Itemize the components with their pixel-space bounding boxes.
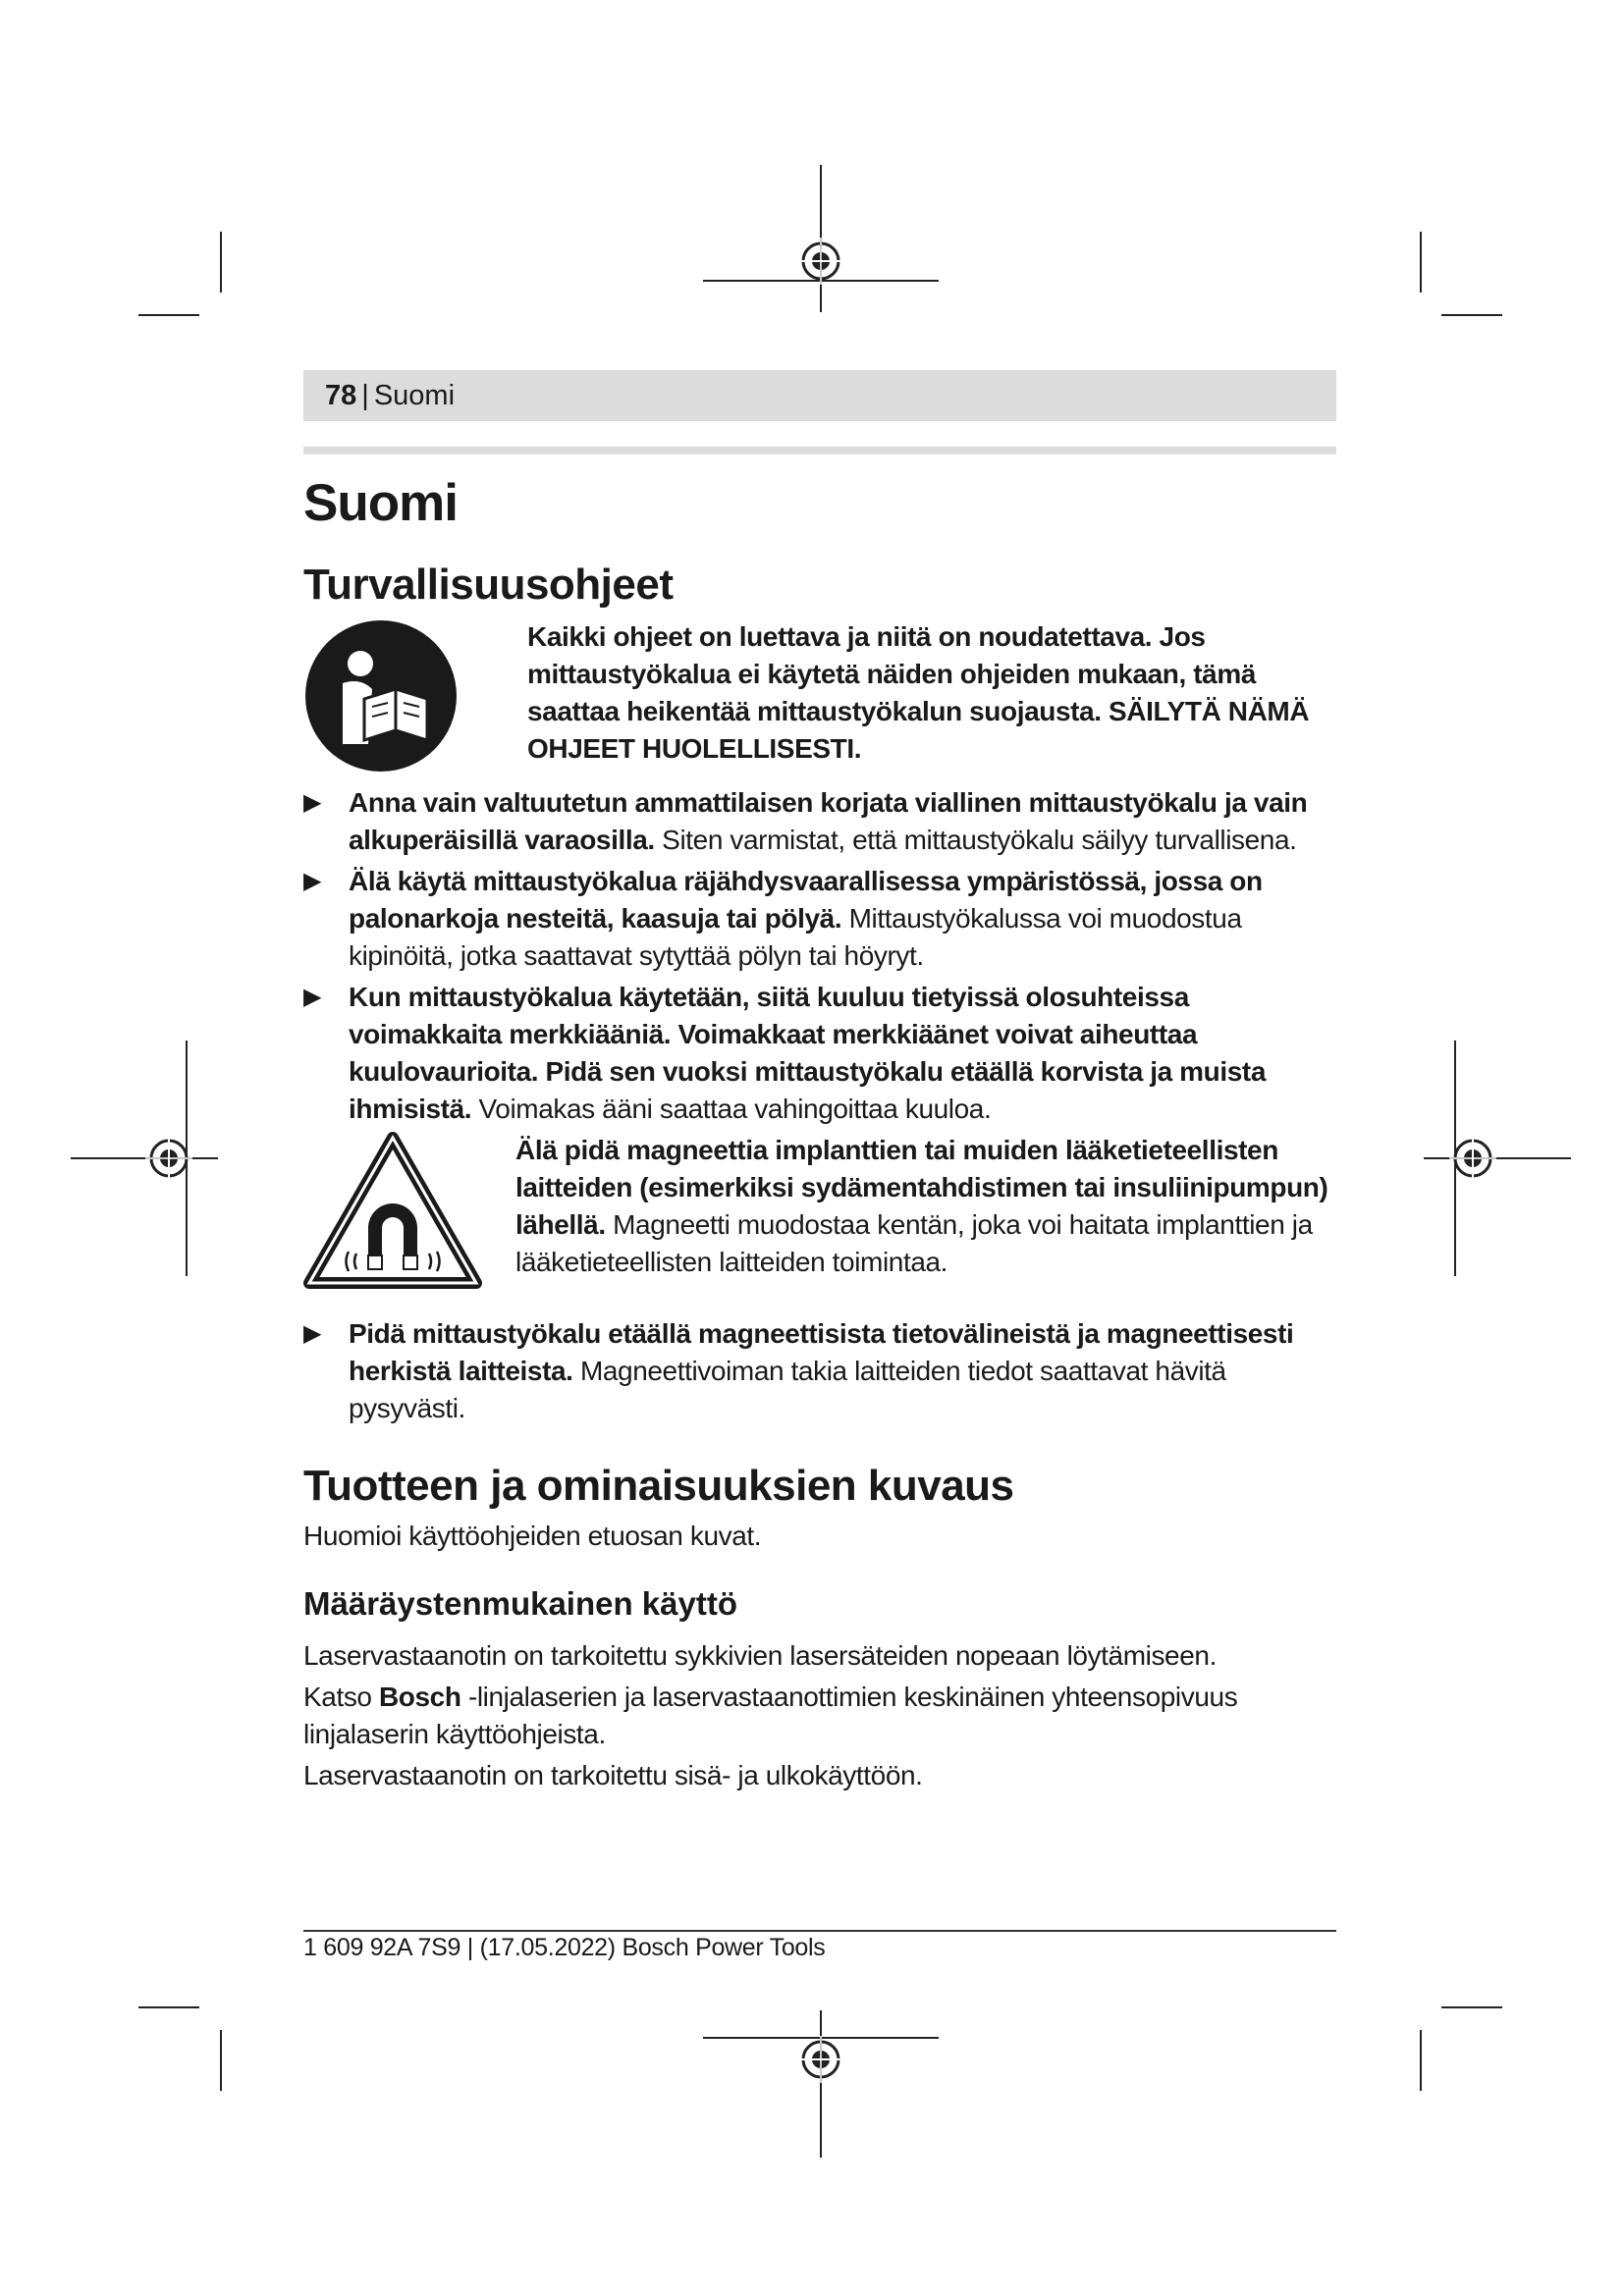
product-note: Huomioi käyttöohjeiden etuosan kuvat. bbox=[303, 1521, 762, 1551]
crop-mark bbox=[220, 232, 222, 293]
triangle-right-icon: ▶ bbox=[303, 868, 322, 894]
list-item bbox=[303, 784, 1336, 859]
registration-mark-top bbox=[703, 165, 939, 312]
intended-use-p2 bbox=[303, 1679, 1336, 1753]
footer-rule bbox=[303, 1930, 1336, 1932]
bullet-bold-text: Kun mittaustyökalua käytetään, siitä kuuluu tietyissä olosuhteissa voimakkaita merkkiääniä. Voimakkaat merkkiäänet voivat aiheuttaa kuulovaurioita. Pidä sen vuoksi mittaustyökalu etäällä korvista ja muista ihmisistä. bbox=[349, 982, 1267, 1124]
intended-use-p3: Laservastaanotin on tarkoitettu sisä- ja ulkokäyttöön. bbox=[303, 1760, 923, 1790]
triangle-right-icon: ▶ bbox=[303, 789, 322, 816]
intended-use-p1: Laservastaanotin on tarkoitettu sykkivien lasersäteiden nopeaan löytämiseen. bbox=[303, 1640, 1217, 1671]
intended-use-p2-prefix: Katso bbox=[303, 1682, 379, 1712]
intended-use-p2-suffix: -linjalaserien ja laservastaanottimien keskinäinen yhteensopivuus linjalaserin käyttöohjeista. bbox=[303, 1682, 1238, 1749]
crop-mark bbox=[138, 2006, 199, 2008]
safety-intro-text: Kaikki ohjeet on luettava ja niitä on noudatettava. Jos mittaustyökalua ei käytetä näiden ohjeiden mukaan, tämä saattaa heikentää mittaustyökalun suojausta. SÄILYTÄ NÄMÄ OHJEET HUOLELLISESTI. bbox=[527, 621, 1310, 764]
bullet-bold-text: Älä käytä mittaustyökalua räjähdysvaarallisessa ympäristössä, jossa on palonarkoja nesteitä, kaasuja tai pölyä. bbox=[349, 866, 1263, 934]
magnet-warning-text bbox=[515, 1132, 1332, 1281]
bullet-text: Siten varmistat, että mittaustyökalu säilyy turvallisena. bbox=[654, 825, 1297, 855]
bullet-bold-text: Pidä mittaustyökalu etäällä magneettisista tietovälineistä ja magneettisesti herkistä laitteista. bbox=[349, 1318, 1294, 1386]
bullet-text: Magneettivoiman takia laitteiden tiedot saattavat hävitä pysyvästi. bbox=[349, 1356, 1226, 1423]
read-manual-icon bbox=[303, 618, 527, 778]
header-section: Suomi bbox=[373, 379, 456, 411]
list-item bbox=[303, 1315, 1336, 1427]
crop-mark bbox=[138, 314, 199, 316]
crop-mark bbox=[1441, 314, 1502, 316]
magnet-warning-icon bbox=[303, 1132, 515, 1296]
crop-mark bbox=[1420, 232, 1422, 293]
page-number: 78 bbox=[325, 379, 357, 411]
bullet-text: Mittaustyökalussa voi muodostua kipinöitä, jotka saattavat sytyttää pölyn tai höyryt. bbox=[349, 903, 1242, 971]
page-footer: 1 609 92A 7S9 | (17.05.2022) Bosch Power Tools bbox=[303, 1934, 826, 1961]
registration-mark-bottom bbox=[703, 2010, 939, 2158]
header-rule bbox=[303, 447, 1336, 454]
registration-mark-left bbox=[71, 1041, 218, 1276]
triangle-right-icon: ▶ bbox=[303, 1320, 322, 1347]
list-item bbox=[303, 863, 1336, 975]
page-content bbox=[303, 469, 1336, 1794]
crop-mark bbox=[220, 2030, 222, 2091]
intended-use-heading: Määräystenmukainen käyttö bbox=[303, 1585, 738, 1622]
brand-name: Bosch bbox=[378, 1682, 461, 1712]
safety-intro-block bbox=[303, 618, 1336, 778]
safety-bullets bbox=[303, 784, 1336, 1128]
magnet-warning-normal: Magneetti muodostaa kentän, joka voi haitata implanttien ja lääketieteellisten laitteiden toimintaa. bbox=[515, 1209, 1313, 1277]
magnet-warning-block bbox=[303, 1132, 1336, 1296]
page-header bbox=[303, 370, 1336, 421]
magnet-warning-bold: Älä pidä magneettia implanttien tai muiden lääketieteellisten laitteiden (esimerkiksi sydämentahdistimen tai insuliinipumpun) lähellä. bbox=[515, 1135, 1328, 1240]
list-item bbox=[303, 979, 1336, 1128]
crop-mark bbox=[1441, 2006, 1502, 2008]
triangle-right-icon: ▶ bbox=[303, 984, 322, 1010]
header-separator: | bbox=[361, 379, 369, 411]
registration-mark-right bbox=[1424, 1041, 1571, 1276]
product-heading: Tuotteen ja ominaisuuksien kuvaus bbox=[303, 1462, 1014, 1510]
page-title: Suomi bbox=[303, 474, 458, 532]
bullet-bold-text: Anna vain valtuutetun ammattilaisen korjata viallinen mittaustyökalu ja vain alkuperäisillä varaosilla. bbox=[349, 787, 1308, 855]
safety-heading: Turvallisuusohjeet bbox=[303, 561, 674, 609]
bullet-text: Voimakas ääni saattaa vahingoittaa kuuloa. bbox=[471, 1094, 992, 1124]
crop-mark bbox=[1420, 2030, 1422, 2091]
